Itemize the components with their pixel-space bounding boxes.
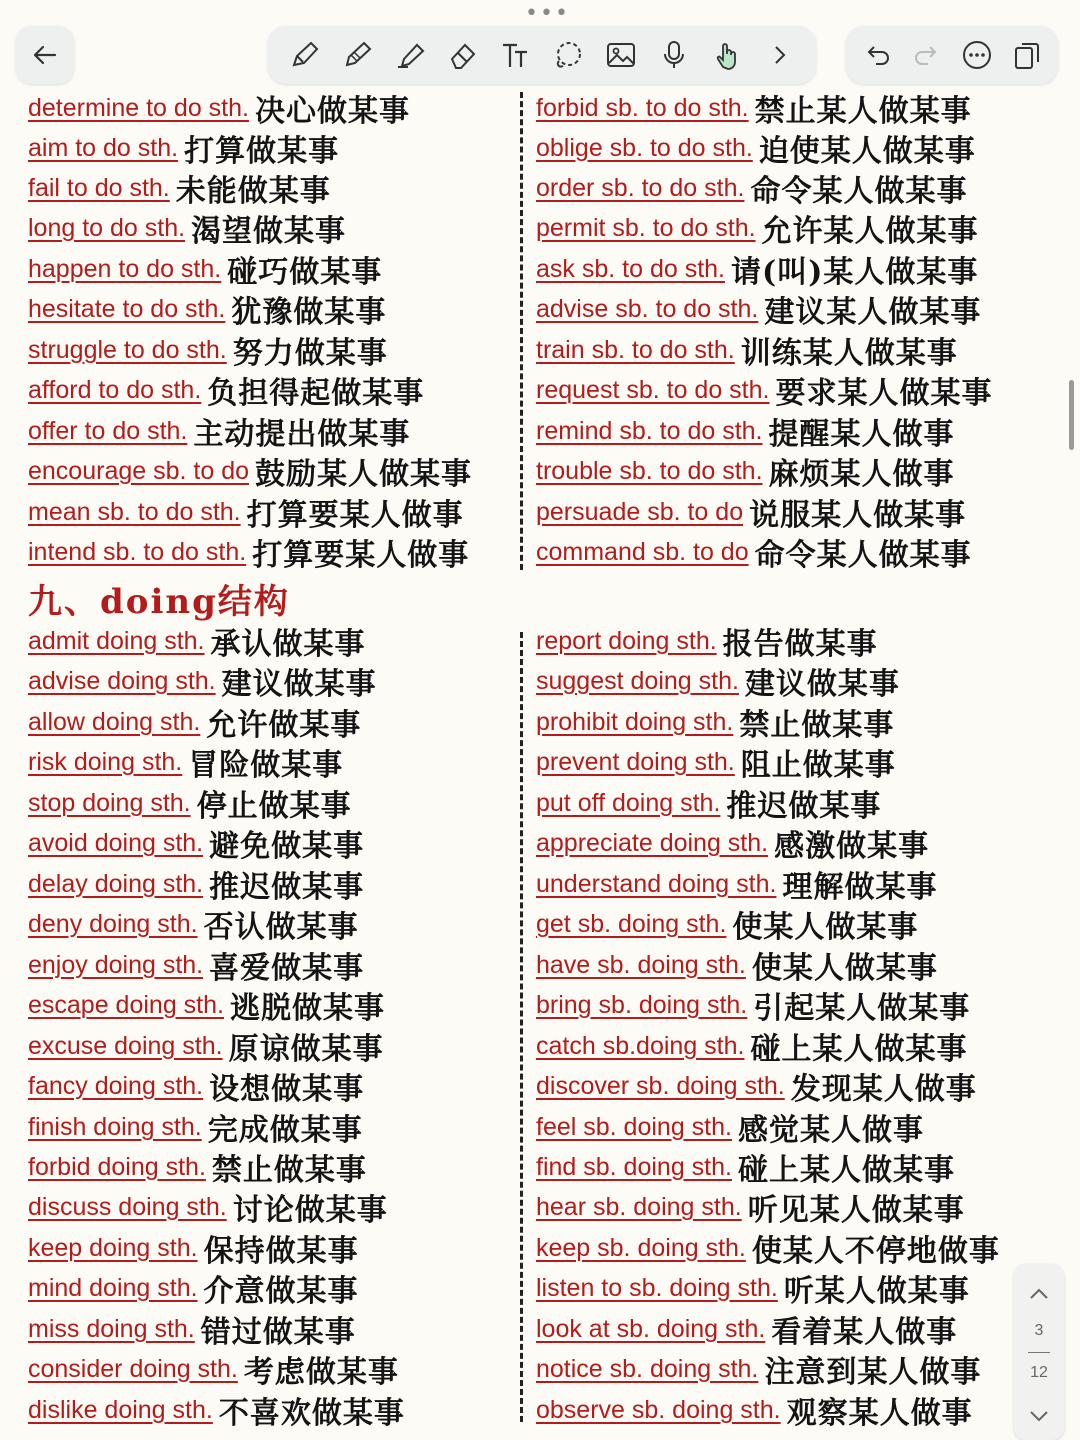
chevron-up-icon xyxy=(1028,1287,1050,1301)
english-phrase: happen to do sth. xyxy=(28,254,222,283)
page-navigator xyxy=(1014,1264,1064,1440)
microphone-icon xyxy=(658,39,690,71)
page-divider-line xyxy=(1028,1352,1050,1353)
chinese-meaning: 努力做某事 xyxy=(232,336,388,371)
list-item xyxy=(536,451,955,491)
drawing-toolbar xyxy=(268,26,816,84)
list-item xyxy=(28,492,464,532)
chinese-meaning: 建议做某事 xyxy=(744,667,900,702)
chinese-meaning: 主动提出做某事 xyxy=(193,417,411,452)
touch-tool[interactable] xyxy=(707,35,747,75)
chinese-meaning: 碰上某人做某事 xyxy=(750,1032,968,1067)
english-phrase: appreciate doing sth. xyxy=(536,828,769,857)
chinese-meaning: 说服某人做某事 xyxy=(749,498,967,533)
chinese-meaning: 喜爱做某事 xyxy=(209,951,365,986)
list-item xyxy=(28,702,361,742)
chinese-meaning: 迫使某人做某事 xyxy=(758,134,976,169)
chinese-meaning: 考虑做某事 xyxy=(243,1355,399,1390)
chevron-down-icon xyxy=(1028,1409,1050,1423)
chinese-meaning: 推迟做某事 xyxy=(209,870,365,905)
english-phrase: put off doing sth. xyxy=(536,788,721,817)
chinese-meaning: 负担得起做某事 xyxy=(207,376,425,411)
chinese-meaning: 原谅做某事 xyxy=(228,1032,384,1067)
english-phrase: afford to do sth. xyxy=(28,375,202,404)
eraser-tool[interactable] xyxy=(443,35,483,75)
list-item xyxy=(28,742,343,782)
list-item xyxy=(536,370,992,410)
hand-touch-icon xyxy=(711,39,743,71)
english-phrase: order sb. to do sth. xyxy=(536,173,745,202)
list-item xyxy=(28,1026,384,1066)
doing-right-column xyxy=(536,621,1006,1433)
list-item xyxy=(536,1026,967,1066)
list-item xyxy=(536,1268,970,1308)
list-item xyxy=(28,904,359,944)
list-item xyxy=(536,1349,981,1389)
list-item xyxy=(536,88,972,128)
lasso-icon xyxy=(552,39,584,71)
list-item xyxy=(536,411,955,451)
section-heading: 九、doing结构 xyxy=(28,582,290,622)
chinese-meaning: 感激做某事 xyxy=(774,829,930,864)
list-item xyxy=(536,985,970,1025)
english-phrase: listen to sb. doing sth. xyxy=(536,1273,778,1302)
pen-icon xyxy=(288,39,320,71)
english-phrase: oblige sb. to do sth. xyxy=(536,133,753,162)
english-phrase: escape doing sth. xyxy=(28,990,224,1019)
english-phrase: aim to do sth. xyxy=(28,133,179,162)
english-phrase: bring sb. doing sth. xyxy=(536,990,748,1019)
chinese-meaning: 使某人做某事 xyxy=(751,951,938,986)
english-phrase: encourage sb. to do xyxy=(28,456,249,485)
english-phrase: forbid sb. to do sth. xyxy=(536,93,749,122)
list-item xyxy=(536,661,900,701)
list-item xyxy=(536,208,979,248)
list-item xyxy=(28,411,410,451)
document-actions xyxy=(846,26,1058,84)
english-phrase: hear sb. doing sth. xyxy=(536,1192,742,1221)
english-phrase: advise doing sth. xyxy=(28,666,216,695)
chinese-meaning: 注意到某人做事 xyxy=(764,1355,982,1390)
list-item xyxy=(28,1349,399,1389)
doing-left-column xyxy=(28,621,518,1433)
chinese-meaning: 保持做某事 xyxy=(203,1234,359,1269)
english-phrase: delay doing sth. xyxy=(28,869,204,898)
list-item xyxy=(536,1390,973,1430)
list-item xyxy=(28,1228,359,1268)
chinese-meaning: 避免做某事 xyxy=(209,829,365,864)
list-item xyxy=(536,289,981,329)
list-item xyxy=(28,621,366,661)
english-phrase: advise sb. to do sth. xyxy=(536,294,759,323)
english-phrase: look at sb. doing sth. xyxy=(536,1314,766,1343)
english-phrase: train sb. to do sth. xyxy=(536,335,735,364)
english-phrase: deny doing sth. xyxy=(28,909,198,938)
list-item xyxy=(536,492,966,532)
previous-page-button[interactable] xyxy=(1014,1282,1064,1306)
chinese-meaning: 要求某人做某事 xyxy=(775,376,993,411)
chinese-meaning: 未能做某事 xyxy=(175,174,331,209)
list-item xyxy=(28,1268,359,1308)
list-item xyxy=(536,1107,924,1147)
to-do-left-column xyxy=(28,88,518,573)
english-phrase: catch sb.doing sth. xyxy=(536,1031,745,1060)
english-phrase: get sb. doing sth. xyxy=(536,909,727,938)
redo-button[interactable] xyxy=(907,35,947,75)
english-phrase: admit doing sth. xyxy=(28,626,205,655)
english-phrase: forbid doing sth. xyxy=(28,1152,206,1181)
chinese-meaning: 逃脱做某事 xyxy=(229,991,385,1026)
english-phrase: find sb. doing sth. xyxy=(536,1152,732,1181)
text-icon xyxy=(500,39,532,71)
chinese-meaning: 停止做某事 xyxy=(196,789,352,824)
pencil-tool[interactable] xyxy=(337,35,377,75)
chinese-meaning: 渴望做某事 xyxy=(191,214,347,249)
chinese-meaning: 建议某人做某事 xyxy=(764,295,982,330)
chinese-meaning: 听某人做某事 xyxy=(783,1274,970,1309)
chinese-meaning: 完成做某事 xyxy=(207,1113,363,1148)
column-divider-bottom xyxy=(520,632,523,1422)
redo-icon xyxy=(911,39,943,71)
list-item xyxy=(536,742,896,782)
chinese-meaning: 阻止做某事 xyxy=(740,748,896,783)
list-item xyxy=(28,1187,388,1227)
english-phrase: understand doing sth. xyxy=(536,869,777,898)
chinese-meaning: 命令某人做某事 xyxy=(754,538,972,573)
list-item xyxy=(28,1066,364,1106)
list-item xyxy=(536,532,972,572)
english-phrase: determine to do sth. xyxy=(28,93,249,122)
more-icon xyxy=(961,39,993,71)
chinese-meaning: 报告做某事 xyxy=(722,627,878,662)
chinese-meaning: 理解做某事 xyxy=(782,870,938,905)
english-phrase: mean sb. to do sth. xyxy=(28,497,241,526)
eraser-icon xyxy=(447,39,479,71)
list-item xyxy=(28,1309,356,1349)
list-item xyxy=(536,330,958,370)
chinese-meaning: 使某人做某事 xyxy=(732,910,919,945)
chinese-meaning: 不喜欢做某事 xyxy=(218,1396,405,1431)
to-do-right-column xyxy=(536,88,1036,573)
list-item xyxy=(536,945,938,985)
list-item xyxy=(536,783,881,823)
english-phrase: persuade sb. to do xyxy=(536,497,744,526)
pencil-icon xyxy=(341,39,373,71)
chinese-meaning: 打算做某事 xyxy=(184,134,340,169)
english-phrase: allow doing sth. xyxy=(28,707,201,736)
chinese-meaning: 碰巧做某事 xyxy=(227,255,383,290)
list-item xyxy=(28,1107,363,1147)
undo-button[interactable] xyxy=(857,35,897,75)
chinese-meaning: 推迟做某事 xyxy=(726,789,882,824)
list-item xyxy=(28,128,339,168)
english-phrase: keep sb. doing sth. xyxy=(536,1233,746,1262)
image-icon xyxy=(605,39,637,71)
pages-icon xyxy=(1011,39,1043,71)
list-item xyxy=(536,249,978,289)
english-phrase: feel sb. doing sth. xyxy=(536,1112,732,1141)
english-phrase: trouble sb. to do sth. xyxy=(536,456,763,485)
english-phrase: dislike doing sth. xyxy=(28,1395,213,1424)
list-item xyxy=(536,1066,977,1106)
toolbar-expand-button[interactable] xyxy=(760,35,800,75)
chinese-meaning: 允许做某事 xyxy=(206,708,362,743)
list-item xyxy=(28,451,472,491)
list-item xyxy=(536,621,878,661)
list-item xyxy=(28,208,346,248)
chinese-meaning: 错过做某事 xyxy=(200,1315,356,1350)
back-button[interactable] xyxy=(16,26,74,84)
chinese-meaning: 训练某人做某事 xyxy=(740,336,958,371)
english-phrase: remind sb. to do sth. xyxy=(536,416,763,445)
english-phrase: struggle to do sth. xyxy=(28,335,227,364)
chinese-meaning: 讨论做某事 xyxy=(232,1193,388,1228)
image-tool[interactable] xyxy=(601,35,641,75)
chinese-meaning: 承认做某事 xyxy=(210,627,366,662)
list-item xyxy=(536,702,894,742)
english-phrase: prohibit doing sth. xyxy=(536,707,734,736)
chinese-meaning: 禁止做某事 xyxy=(739,708,895,743)
english-phrase: stop doing sth. xyxy=(28,788,191,817)
english-phrase: notice sb. doing sth. xyxy=(536,1354,759,1383)
english-phrase: consider doing sth. xyxy=(28,1354,238,1383)
english-phrase: keep doing sth. xyxy=(28,1233,198,1262)
chinese-meaning: 命令某人做某事 xyxy=(750,174,968,209)
english-phrase: long to do sth. xyxy=(28,213,186,242)
chinese-meaning: 看着某人做事 xyxy=(771,1315,958,1350)
chinese-meaning: 禁止做某事 xyxy=(211,1153,367,1188)
english-phrase: request sb. to do sth. xyxy=(536,375,770,404)
chinese-meaning: 使某人不停地做事 xyxy=(751,1234,1000,1269)
chinese-meaning: 打算要某人做事 xyxy=(246,498,464,533)
list-item xyxy=(536,1147,955,1187)
chinese-meaning: 打算要某人做事 xyxy=(252,538,470,573)
text-tool[interactable] xyxy=(496,35,536,75)
drag-handle-dots[interactable]: ••• xyxy=(525,1,570,26)
chinese-meaning: 观察某人做事 xyxy=(786,1396,973,1431)
list-item xyxy=(536,1228,1000,1268)
chinese-meaning: 允许某人做某事 xyxy=(761,214,979,249)
list-item xyxy=(28,661,377,701)
chinese-meaning: 禁止某人做某事 xyxy=(754,94,972,129)
list-item xyxy=(536,168,967,208)
english-phrase: offer to do sth. xyxy=(28,416,188,445)
list-item xyxy=(536,128,976,168)
chinese-meaning: 鼓励某人做某事 xyxy=(255,457,472,492)
list-item xyxy=(28,1147,367,1187)
english-phrase: enjoy doing sth. xyxy=(28,950,204,979)
chinese-meaning: 决心做某事 xyxy=(254,94,410,129)
english-phrase: finish doing sth. xyxy=(28,1112,202,1141)
chinese-meaning: 冒险做某事 xyxy=(188,748,344,783)
english-phrase: observe sb. doing sth. xyxy=(536,1395,781,1424)
list-item xyxy=(28,330,388,370)
list-item xyxy=(28,1390,405,1430)
chinese-meaning: 感觉某人做事 xyxy=(737,1113,924,1148)
undo-icon xyxy=(861,39,893,71)
list-item xyxy=(536,1309,957,1349)
english-phrase: command sb. to do xyxy=(536,537,749,566)
list-item xyxy=(536,904,918,944)
english-phrase: prevent doing sth. xyxy=(536,747,735,776)
english-phrase: fancy doing sth. xyxy=(28,1071,204,1100)
chinese-meaning: 请(叫)某人做某事 xyxy=(731,255,979,290)
list-item xyxy=(28,532,469,572)
chinese-meaning: 麻烦某人做事 xyxy=(768,457,955,492)
highlighter-tool[interactable] xyxy=(390,35,430,75)
list-item xyxy=(28,823,364,863)
next-page-button[interactable] xyxy=(1014,1404,1064,1428)
list-item xyxy=(28,783,352,823)
more-button[interactable] xyxy=(957,35,997,75)
list-item xyxy=(28,289,386,329)
list-item xyxy=(28,370,424,410)
english-phrase: mind doing sth. xyxy=(28,1273,198,1302)
english-phrase: intend sb. to do sth. xyxy=(28,537,247,566)
english-phrase: ask sb. to do sth. xyxy=(536,254,725,283)
back-arrow-icon xyxy=(31,41,59,69)
chinese-meaning: 建议做某事 xyxy=(221,667,377,702)
total-page-count: 12 xyxy=(1030,1364,1048,1381)
pages-button[interactable] xyxy=(1007,35,1047,75)
english-phrase: discuss doing sth. xyxy=(28,1192,227,1221)
chinese-meaning: 否认做某事 xyxy=(203,910,359,945)
chinese-meaning: 碰上某人做某事 xyxy=(737,1153,955,1188)
chinese-meaning: 引起某人做某事 xyxy=(753,991,971,1026)
list-item xyxy=(28,168,331,208)
list-item xyxy=(28,249,382,289)
chinese-meaning: 提醒某人做事 xyxy=(768,417,955,452)
english-phrase: hesitate to do sth. xyxy=(28,294,226,323)
list-item xyxy=(536,1187,965,1227)
chinese-meaning: 听见某人做某事 xyxy=(747,1193,965,1228)
list-item xyxy=(28,985,385,1025)
list-item xyxy=(536,823,929,863)
list-item xyxy=(28,864,364,904)
chevron-right-icon xyxy=(764,39,796,71)
english-phrase: fail to do sth. xyxy=(28,173,170,202)
current-page-number: 3 xyxy=(1034,1322,1044,1339)
list-item xyxy=(28,945,364,985)
english-phrase: permit sb. to do sth. xyxy=(536,213,756,242)
english-phrase: excuse doing sth. xyxy=(28,1031,223,1060)
english-phrase: miss doing sth. xyxy=(28,1314,195,1343)
chinese-meaning: 介意做某事 xyxy=(203,1274,359,1309)
chinese-meaning: 发现某人做事 xyxy=(790,1072,977,1107)
chinese-meaning: 设想做某事 xyxy=(209,1072,365,1107)
english-phrase: report doing sth. xyxy=(536,626,717,655)
highlighter-icon xyxy=(394,39,426,71)
english-phrase: risk doing sth. xyxy=(28,747,183,776)
english-phrase: have sb. doing sth. xyxy=(536,950,746,979)
list-item xyxy=(28,88,410,128)
english-phrase: discover sb. doing sth. xyxy=(536,1071,785,1100)
english-phrase: avoid doing sth. xyxy=(28,828,204,857)
column-divider-top xyxy=(520,92,523,570)
lasso-tool[interactable] xyxy=(548,35,588,75)
list-item xyxy=(536,864,937,904)
vertical-scrollbar[interactable] xyxy=(1069,380,1074,450)
chinese-meaning: 犹豫做某事 xyxy=(231,295,387,330)
microphone-tool[interactable] xyxy=(654,35,694,75)
pen-tool[interactable] xyxy=(284,35,324,75)
english-phrase: suggest doing sth. xyxy=(536,666,739,695)
